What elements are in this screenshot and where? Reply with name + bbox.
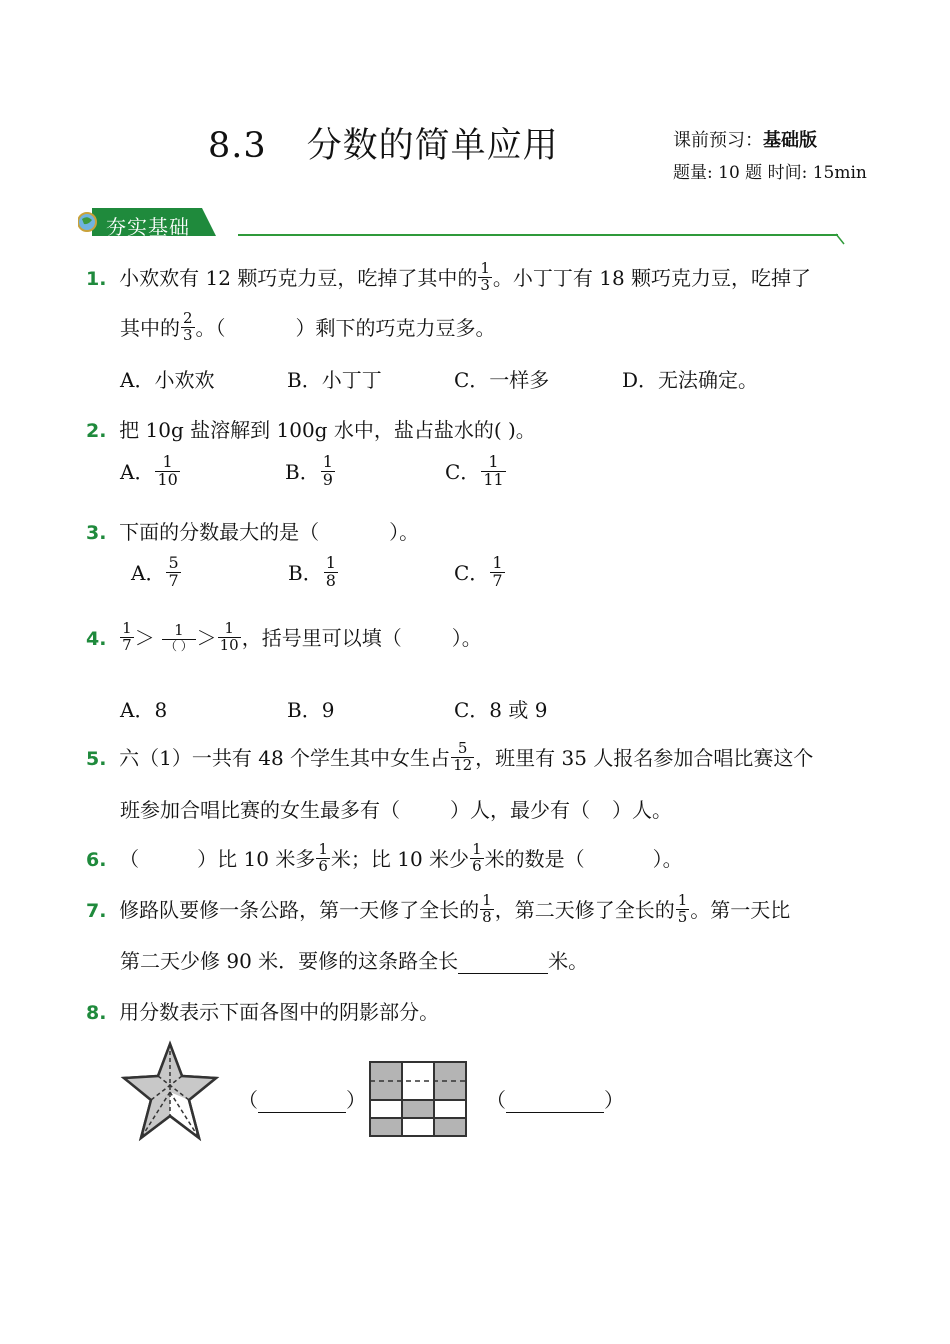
- preview-label: 课前预习：: [673, 130, 763, 151]
- title-text: 分数的简单应用: [306, 126, 559, 166]
- q1-option-b[interactable]: B．小丁丁: [287, 368, 382, 392]
- q4-option-c[interactable]: C．8 或 9: [454, 698, 548, 722]
- grid-figure: [368, 1060, 468, 1138]
- q2-option-b[interactable]: B． $\frac{1}{9}$: [285, 452, 333, 489]
- q3-option-c[interactable]: C． $\frac{1}{7}$: [454, 553, 503, 590]
- question-8: 8. 用分数表示下面各图中的阴影部分。: [86, 1000, 440, 1024]
- divider-end: [836, 232, 850, 246]
- question-7: 7. 修路队要修一条公路，第一天修了全长的 $\frac{1}{8}$ ，第二天修了全长的 $\frac{1}{5}$ 。第一天比: [86, 891, 791, 926]
- answer-blank[interactable]: [506, 1088, 604, 1113]
- star-figure: [120, 1040, 220, 1144]
- banner-label: 夯实基础: [106, 215, 190, 239]
- q1-option-a[interactable]: A．小欢欢: [120, 368, 215, 392]
- question-5: 5. 六（1）一共有 48 个学生其中女生占 $\frac{5}{12}$ ，班里有 35 人报名参加合唱比赛这个: [86, 739, 814, 774]
- grid-answer: （ ）: [486, 1088, 624, 1112]
- q4-option-b[interactable]: B．9: [287, 698, 335, 722]
- fraction: $\frac{2}{3}$: [183, 309, 193, 344]
- q3-option-a[interactable]: A． $\frac{5}{7}$: [131, 553, 179, 590]
- preview-info: [673, 126, 817, 152]
- question-2: 2. 把 10g 盐溶解到 100g 水中，盐占盐水的( )。: [86, 418, 536, 442]
- question-7-line2: 第二天少修 90 米．要修的这条路全长 米。: [120, 949, 589, 973]
- section-number: 8.3: [208, 126, 267, 166]
- answer-blank[interactable]: [458, 949, 548, 974]
- question-1: 1. 小欢欢有 12 颗巧克力豆，吃掉了其中的 $\frac{1}{3}$ 。小丁丁有 18 颗巧克力豆，吃掉了: [86, 259, 812, 294]
- fraction: $\frac{1}{3}$: [480, 259, 490, 294]
- page-title: [208, 118, 559, 168]
- q1-option-c[interactable]: C．一样多: [454, 368, 550, 392]
- question-3: 3. 下面的分数最大的是（ ）。: [86, 520, 420, 544]
- question-4: 4. $\frac{1}{7}$ ＞ $\frac{1}{( )}$ ＞ $\frac{1}{10}$ ，括号里可以填（ ）。: [86, 619, 482, 654]
- question-5-line2: 班参加合唱比赛的女生最多有（ ）人，最少有（ ）人。: [120, 798, 672, 822]
- question-1-line2: 其中的 $\frac{2}{3}$ 。（ ）剩下的巧克力豆多。: [120, 309, 496, 344]
- question-count: 题量: 10 题: [673, 163, 763, 183]
- answer-blank[interactable]: [258, 1088, 346, 1113]
- divider-line: [238, 234, 838, 236]
- q1-option-d[interactable]: D．无法确定。: [622, 368, 759, 392]
- question-6: 6. （ ）比 10 米多 $\frac{1}{6}$ 米；比 10 米少 $\frac{1}{6}$ 米的数是（ ）。: [86, 840, 683, 875]
- q4-option-a[interactable]: A．8: [120, 698, 168, 722]
- time-limit: 时间: 15min: [767, 163, 867, 183]
- q2-option-c[interactable]: C． $\frac{1}{11}$: [445, 452, 504, 489]
- q2-option-a[interactable]: A． $\frac{1}{10}$: [120, 452, 178, 489]
- q3-option-b[interactable]: B． $\frac{1}{8}$: [288, 553, 336, 590]
- quiz-meta: [673, 158, 867, 183]
- preview-level: 基础版: [763, 130, 817, 151]
- star-answer: （ ）: [238, 1088, 366, 1112]
